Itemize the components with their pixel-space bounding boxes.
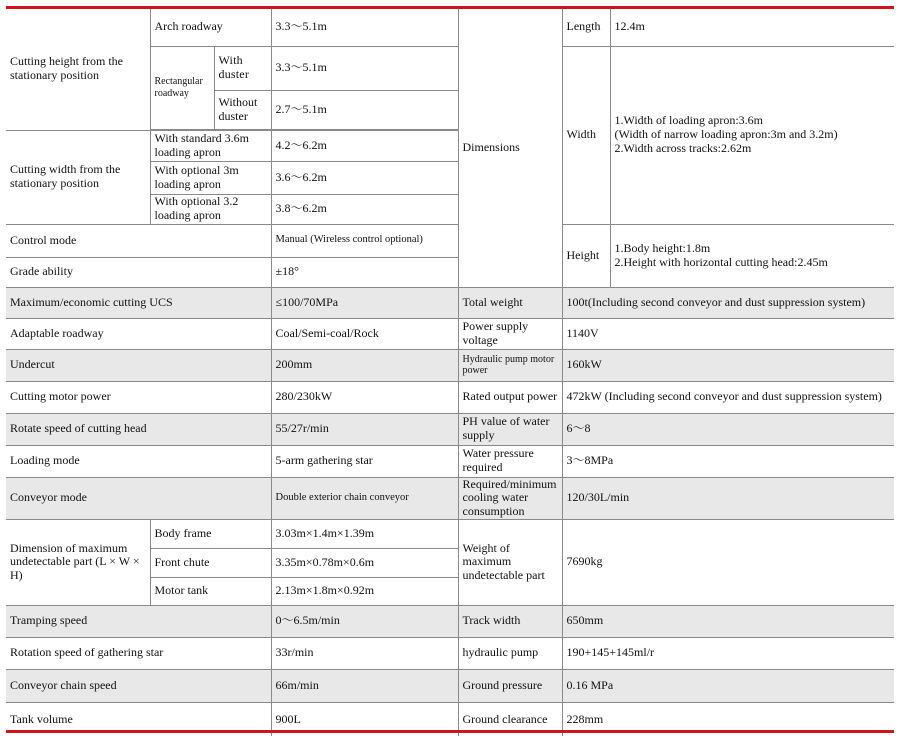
spec-value: 6～8	[562, 413, 894, 445]
cutting-width-option-value: 4.2～6.2m	[271, 130, 458, 161]
spec-value: 55/27r/min	[271, 413, 458, 445]
spec-value: 5-arm gathering star	[271, 445, 458, 477]
spec-value: 0.16 MPa	[562, 669, 894, 702]
spec-label: Conveyor chain speed	[6, 669, 271, 702]
spec-label: Hydraulic pump motor power	[458, 349, 562, 381]
length-value: 12.4m	[610, 9, 894, 46]
spec-label: PH value of water supply	[458, 413, 562, 445]
width-label: Width	[562, 46, 610, 224]
width-line-3: 2.Width across tracks:2.62m	[614, 140, 752, 155]
arch-roadway-label: Arch roadway	[150, 9, 271, 46]
spec-value: 650mm	[562, 605, 894, 637]
spec-label: hydraulic pump	[458, 637, 562, 669]
spec-label: Track width	[458, 605, 562, 637]
spec-label: Total weight	[458, 287, 562, 318]
part-value: 3.35m×0.78m×0.6m	[271, 548, 458, 577]
width-line-1: 1.Width of loading apron:3.6m	[614, 113, 763, 128]
spec-label: Required/minimum cooling water consumption	[458, 477, 562, 519]
spec-label: Ground clearance	[458, 702, 562, 736]
without-duster-value: 2.7～5.1m	[271, 90, 458, 129]
width-line-2: (Width of narrow loading apron:3m and 3.2m)	[614, 127, 838, 142]
spec-label: Rotate speed of cutting head	[6, 413, 271, 445]
cutting-width-label: Cutting width from the stationary position	[6, 130, 150, 224]
control-mode-label: Control mode	[6, 224, 271, 257]
control-mode-value: Manual (Wireless control optional)	[271, 224, 458, 257]
spec-value: 900L	[271, 702, 458, 736]
height-label: Height	[562, 224, 610, 287]
spec-value: 66m/min	[271, 669, 458, 702]
spec-value: 280/230kW	[271, 381, 458, 413]
part-label: Motor tank	[150, 577, 271, 605]
spec-label: Rotation speed of gathering star	[6, 637, 271, 669]
cutting-width-option-label: With optional 3m loading apron	[150, 161, 271, 194]
cutting-width-option-label: With optional 3.2 loading apron	[150, 194, 271, 224]
height-line-1: 1.Body height:1.8m	[614, 240, 711, 255]
spec-value: Double exterior chain conveyor	[271, 477, 458, 519]
spec-label: Power supply voltage	[458, 318, 562, 349]
spec-table	[6, 9, 894, 736]
without-duster-label: Without duster	[214, 90, 271, 129]
spec-label: Adaptable roadway	[6, 318, 271, 349]
spec-value: 190+145+145ml/r	[562, 637, 894, 669]
spec-value: 160kW	[562, 349, 894, 381]
cutting-height-label: Cutting height from the stationary position	[6, 9, 150, 130]
arch-roadway-value: 3.3～5.1m	[271, 9, 458, 46]
length-label: Length	[562, 9, 610, 46]
grade-ability-label: Grade ability	[6, 257, 271, 287]
spec-value: 200mm	[271, 349, 458, 381]
spec-value: 100t(Including second conveyor and dust suppression system)	[562, 287, 894, 318]
spec-label: Conveyor mode	[6, 477, 271, 519]
undetectable-label: Dimension of maximum undetectable part (L × W × H)	[6, 519, 150, 605]
spec-label: Water pressure required	[458, 445, 562, 477]
cutting-width-option-value: 3.6～6.2m	[271, 161, 458, 194]
spec-label: Undercut	[6, 349, 271, 381]
spec-value: 1140V	[562, 318, 894, 349]
with-duster-label: With duster	[214, 46, 271, 90]
grade-ability-value: ±18°	[271, 257, 458, 287]
spec-label: Rated output power	[458, 381, 562, 413]
spec-label: Loading mode	[6, 445, 271, 477]
spec-label: Ground pressure	[458, 669, 562, 702]
spec-value: 33r/min	[271, 637, 458, 669]
part-value: 2.13m×1.8m×0.92m	[271, 577, 458, 605]
spec-value: Coal/Semi-coal/Rock	[271, 318, 458, 349]
part-label: Front chute	[150, 548, 271, 577]
spec-value: 228mm	[562, 702, 894, 736]
spec-value: ≤100/70MPa	[271, 287, 458, 318]
spec-value: 3～8MPa	[562, 445, 894, 477]
part-value: 3.03m×1.4m×1.39m	[271, 519, 458, 548]
spec-label: Tank volume	[6, 702, 271, 736]
spec-value: 0～6.5m/min	[271, 605, 458, 637]
height-line-2: 2.Height with horizontal cutting head:2.45m	[614, 254, 828, 269]
cutting-width-option-label: With standard 3.6m loading apron	[150, 130, 271, 161]
spec-value: 472kW (Including second conveyor and dust suppression system)	[562, 381, 894, 413]
width-value	[610, 46, 894, 224]
height-value	[610, 224, 894, 287]
spec-value: 120/30L/min	[562, 477, 894, 519]
dimensions-label: Dimensions	[458, 9, 562, 287]
rectangular-roadway-label: Rectangular roadway	[150, 46, 214, 129]
with-duster-value: 3.3～5.1m	[271, 46, 458, 90]
spec-label: Tramping speed	[6, 605, 271, 637]
bottom-red-rule	[6, 730, 894, 733]
part-label: Body frame	[150, 519, 271, 548]
undetectable-weight-value: 7690kg	[562, 519, 894, 605]
cutting-width-option-value: 3.8～6.2m	[271, 194, 458, 224]
spec-label: Cutting motor power	[6, 381, 271, 413]
spec-label: Maximum/economic cutting UCS	[6, 287, 271, 318]
undetectable-weight-label: Weight of maximum undetectable part	[458, 519, 562, 605]
